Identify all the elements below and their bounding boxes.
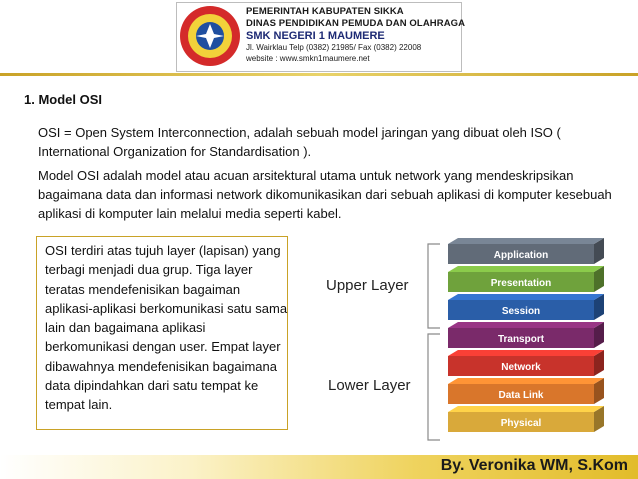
lower-layer-bracket bbox=[428, 334, 440, 440]
layer-top-face bbox=[448, 378, 604, 384]
layer-explanation-text: OSI terdiri atas tujuh layer (lapisan) yang terbagi menjadi dua grup. Tiga layer teratas mendefenisikan bagaiman aplikasi-aplikasi berkomunikasi satu sama lain dan bagaimana aplikasi berkomunikasi dengan user. Empat layer dibawahnya mendefenisikan bagaimana data dipindahkan dari satu tempat ke tempat lain. bbox=[45, 243, 288, 413]
paragraph-osi-description: Model OSI adalah model atau acuan arsitektural utama untuk network yang mendeskripsikan bagaimana data dan informasi network dikomunikasikan dari sebuah aplikasi di komputer kesebuah aplikasi di komputer lain melalui media seperti kabel. bbox=[38, 168, 612, 221]
letterhead-line-1: PEMERINTAH KABUPATEN SIKKA bbox=[246, 6, 404, 17]
layer-label: Transport bbox=[497, 334, 545, 345]
layer-label: Network bbox=[501, 362, 541, 373]
layer-top-face bbox=[448, 266, 604, 272]
osi-layer-application bbox=[448, 238, 604, 264]
upper-layer-label: Upper Layer bbox=[326, 277, 409, 294]
osi-layer-transport bbox=[448, 322, 604, 348]
osi-layer-session bbox=[448, 294, 604, 320]
layer-top-face bbox=[448, 322, 604, 328]
layer-top-face bbox=[448, 294, 604, 300]
layer-label: Session bbox=[501, 306, 541, 317]
letterhead-line-2: DINAS PENDIDIKAN PEMUDA DAN OLAHRAGA bbox=[246, 18, 466, 29]
upper-layer-bracket bbox=[428, 244, 440, 328]
osi-layer-presentation bbox=[448, 266, 604, 292]
letterhead-address: Jl. Wairklau Telp (0382) 21985/ Fax (0382) 22008 bbox=[246, 43, 422, 52]
layer-top-face bbox=[448, 238, 604, 244]
layer-label: Data Link bbox=[498, 390, 544, 401]
letterhead-school-name: SMK NEGERI 1 MAUMERE bbox=[246, 30, 385, 42]
letterhead-website: website : www.smkn1maumere.net bbox=[246, 54, 370, 63]
osi-layer-diagram bbox=[316, 234, 616, 446]
header-divider bbox=[0, 73, 638, 76]
layer-explanation-box bbox=[36, 236, 288, 430]
letterhead-text bbox=[246, 6, 466, 64]
lower-layer-label: Lower Layer bbox=[328, 377, 411, 394]
author-credit: By. Veronika WM, S.Kom bbox=[440, 457, 628, 474]
layer-label: Application bbox=[493, 250, 549, 261]
school-logo bbox=[178, 4, 242, 68]
osi-layer-data-link bbox=[448, 378, 604, 404]
layer-label: Presentation bbox=[490, 278, 552, 289]
layer-top-face bbox=[448, 350, 604, 356]
layer-top-face bbox=[448, 406, 604, 412]
osi-layer-network bbox=[448, 350, 604, 376]
osi-layer-physical bbox=[448, 406, 604, 432]
section-title: 1. Model OSI bbox=[24, 92, 103, 107]
paragraph-osi-definition: OSI = Open System Interconnection, adalah sebuah model jaringan yang dibuat oleh ISO ( International Organization for Standardisation ). bbox=[38, 125, 561, 159]
layer-label: Physical bbox=[500, 418, 542, 429]
